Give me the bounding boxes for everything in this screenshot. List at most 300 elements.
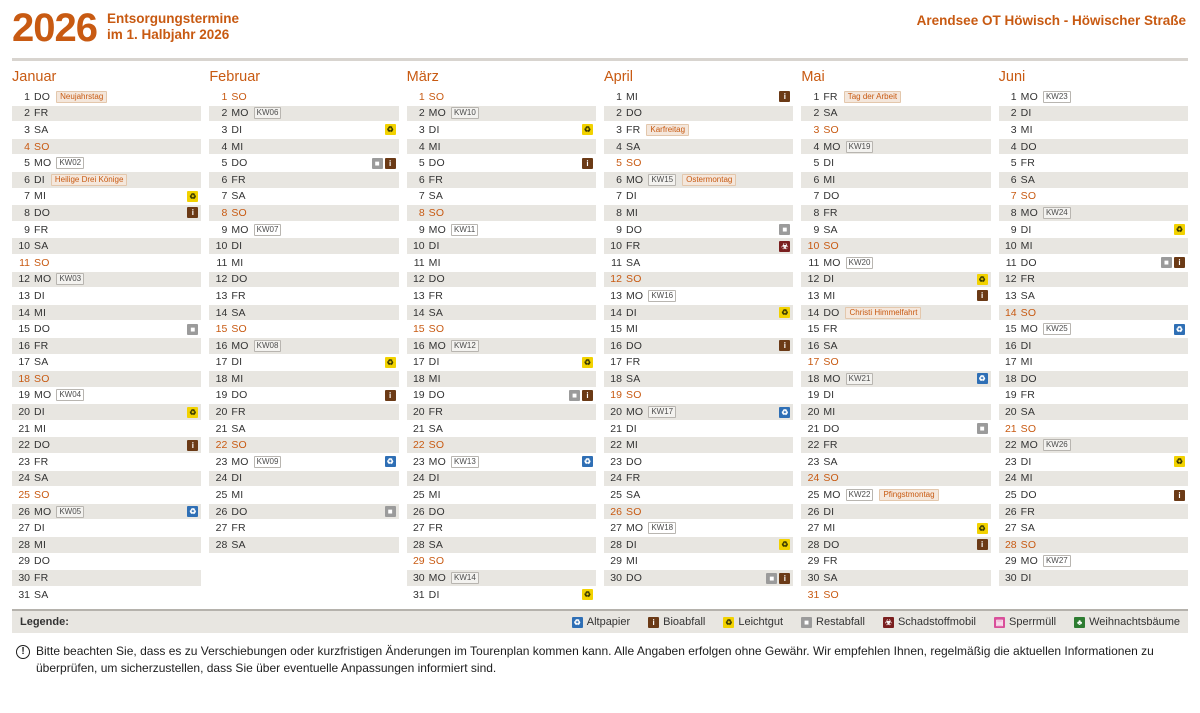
day-number: 7	[24, 190, 30, 203]
day-row	[407, 404, 596, 421]
collection-icons	[766, 573, 790, 584]
day-weekday: DO	[231, 389, 248, 402]
leichtgut-icon: ♻	[189, 407, 197, 417]
day-weekday: DI	[34, 173, 45, 186]
day-number: 17	[610, 356, 622, 369]
day-weekday: MI	[428, 372, 441, 385]
day-row	[999, 89, 1188, 106]
day-list	[801, 88, 990, 603]
day-row	[999, 487, 1188, 504]
day-row	[12, 355, 201, 372]
day-row	[407, 570, 596, 587]
day-number: 26	[807, 505, 820, 518]
day-number: 30	[412, 572, 425, 585]
day-row	[604, 172, 793, 189]
collection-icons	[977, 539, 988, 550]
day-weekday: SO	[625, 157, 642, 170]
day-weekday: DI	[1020, 455, 1032, 468]
day-number: 10	[412, 240, 425, 253]
day-weekday: SO	[625, 505, 642, 518]
day-weekday: DO	[34, 206, 51, 219]
holiday-badge: Pfingstmontag	[879, 489, 938, 501]
day-row	[209, 454, 398, 471]
day-number: 29	[1004, 555, 1017, 568]
legend-item-label: Leichtgut	[738, 616, 784, 629]
day-weekday: SA	[34, 472, 49, 485]
day-number: 13	[610, 289, 622, 302]
day-weekday: DI	[625, 422, 637, 435]
year-title: 2026	[12, 6, 97, 50]
day-weekday: DO	[231, 273, 248, 286]
day-number: 24	[412, 472, 425, 485]
legend-item-label: Altpapier	[586, 616, 631, 629]
day-number: 22	[412, 439, 425, 452]
day-number: 7	[418, 190, 425, 203]
day-row	[604, 487, 793, 504]
day-row	[999, 321, 1188, 338]
day-number: 12	[1004, 273, 1017, 286]
day-weekday: FR	[1020, 505, 1036, 518]
day-row	[801, 437, 990, 454]
day-number: 29	[610, 555, 622, 568]
day-weekday: MO	[823, 256, 841, 269]
day-row	[999, 155, 1188, 172]
day-weekday: SO	[34, 256, 50, 269]
day-number: 13	[18, 289, 30, 302]
day-number: 25	[412, 489, 425, 502]
day-number: 30	[807, 572, 820, 585]
day-list	[999, 88, 1188, 587]
info-icon: !	[16, 645, 30, 659]
day-number: 27	[215, 522, 228, 535]
restabfall-icon: ■	[779, 224, 790, 235]
sperrmuell-icon: ▤	[995, 617, 1004, 627]
day-number: 4	[616, 140, 622, 153]
day-row	[407, 321, 596, 338]
day-number: 22	[18, 439, 30, 452]
day-weekday: SA	[823, 107, 838, 120]
day-number: 9	[813, 223, 820, 236]
day-row	[604, 520, 793, 537]
day-row	[801, 404, 990, 421]
day-row	[407, 471, 596, 488]
day-weekday: SA	[231, 538, 246, 551]
day-weekday: SO	[1020, 306, 1037, 319]
day-weekday: FR	[34, 339, 49, 352]
day-row	[604, 288, 793, 305]
day-row	[999, 288, 1188, 305]
day-row	[12, 305, 201, 322]
day-number: 26	[412, 505, 425, 518]
day-number: 27	[18, 522, 30, 535]
day-number: 16	[215, 339, 228, 352]
bioabfall-icon: i	[582, 390, 593, 401]
day-weekday: MI	[625, 90, 639, 103]
day-row	[604, 305, 793, 322]
day-weekday: DI	[231, 123, 243, 136]
day-number: 10	[18, 240, 30, 253]
day-number: 8	[813, 206, 820, 219]
day-row	[407, 222, 596, 239]
day-row	[604, 537, 793, 554]
day-weekday: FR	[34, 572, 49, 585]
day-list	[209, 88, 398, 554]
holiday-badge: Karfreitag	[646, 124, 689, 136]
day-number: 6	[616, 173, 622, 186]
legend-item-label: Sperrmüll	[1009, 616, 1057, 629]
holiday-badge: Neujahrstag	[56, 91, 107, 103]
week-number-badge: KW23	[1043, 91, 1071, 103]
day-number: 28	[412, 538, 425, 551]
day-number: 2	[221, 107, 228, 120]
day-number: 19	[1004, 389, 1017, 402]
day-number: 26	[18, 505, 30, 518]
day-weekday: DO	[428, 389, 445, 402]
day-weekday: MO	[1020, 555, 1038, 568]
day-row	[604, 355, 793, 372]
day-number: 9	[418, 223, 425, 236]
month-column	[12, 69, 201, 603]
day-number: 18	[412, 372, 425, 385]
day-number: 18	[807, 372, 820, 385]
day-row	[604, 471, 793, 488]
collection-icons	[385, 390, 396, 401]
week-number-badge: KW22	[846, 489, 874, 501]
day-row	[604, 321, 793, 338]
day-number: 3	[1010, 123, 1017, 136]
day-row	[12, 189, 201, 206]
day-weekday: FR	[231, 289, 246, 302]
day-number: 28	[610, 538, 622, 551]
day-row	[407, 89, 596, 106]
day-row	[999, 172, 1188, 189]
day-weekday: MO	[823, 489, 841, 502]
day-weekday: DO	[231, 157, 248, 170]
day-number: 23	[807, 455, 820, 468]
day-number: 12	[215, 273, 228, 286]
day-row	[604, 106, 793, 123]
week-number-badge: KW26	[1043, 439, 1071, 451]
day-weekday: DO	[34, 439, 51, 452]
holiday-badge: Christi Himmelfahrt	[845, 307, 921, 319]
day-row	[407, 371, 596, 388]
day-number: 5	[418, 157, 425, 170]
day-row	[209, 371, 398, 388]
day-number: 25	[1004, 489, 1017, 502]
month-title: März	[406, 69, 439, 85]
day-row	[209, 272, 398, 289]
day-weekday: MI	[823, 173, 836, 186]
day-row	[604, 205, 793, 222]
day-row	[604, 404, 793, 421]
day-number: 2	[418, 107, 425, 120]
day-number: 1	[616, 90, 622, 103]
schadstoffmobil-icon: ☣	[781, 241, 789, 251]
collection-icons	[385, 124, 396, 135]
day-number: 14	[610, 306, 622, 319]
day-weekday: MO	[625, 406, 644, 419]
day-number: 1	[813, 90, 820, 103]
day-number: 24	[1004, 472, 1017, 485]
day-number: 12	[18, 273, 30, 286]
collection-icons	[187, 324, 198, 335]
day-number: 13	[807, 289, 820, 302]
day-row	[604, 155, 793, 172]
day-row	[12, 570, 201, 587]
day-number: 13	[1004, 289, 1017, 302]
day-number: 9	[1010, 223, 1017, 236]
day-weekday: MO	[231, 107, 249, 120]
day-number: 29	[807, 555, 820, 568]
day-weekday: MI	[34, 422, 47, 435]
day-weekday: SO	[823, 588, 839, 601]
leichtgut-icon: ♻	[978, 274, 986, 284]
legend-item	[572, 616, 630, 628]
day-weekday: SO	[823, 240, 839, 253]
day-weekday: SO	[428, 90, 445, 103]
day-number: 19	[18, 389, 30, 402]
day-number: 29	[412, 555, 425, 568]
months-grid	[8, 61, 1192, 603]
day-number: 24	[610, 472, 622, 485]
day-weekday: MI	[428, 256, 441, 269]
day-weekday: MO	[625, 289, 644, 302]
week-number-badge: KW13	[451, 456, 479, 468]
day-weekday: SO	[625, 273, 642, 286]
bioabfall-icon: i	[977, 539, 988, 550]
day-row	[604, 189, 793, 206]
day-weekday: DI	[1020, 223, 1032, 236]
legend-item	[1074, 616, 1180, 628]
collection-icons	[582, 357, 593, 368]
day-weekday: SA	[1020, 522, 1036, 535]
day-number: 16	[1004, 339, 1017, 352]
day-number: 23	[215, 455, 228, 468]
day-weekday: FR	[428, 522, 444, 535]
day-weekday: MO	[625, 522, 644, 535]
day-number: 30	[1004, 572, 1017, 585]
day-weekday: MI	[231, 256, 244, 269]
legend-item-label: Schadstoffmobil	[897, 616, 977, 629]
day-number: 28	[807, 538, 820, 551]
day-weekday: FR	[428, 406, 444, 419]
day-number: 30	[610, 572, 622, 585]
day-row	[407, 172, 596, 189]
restabfall-icon: ■	[977, 423, 988, 434]
day-row	[801, 504, 990, 521]
day-weekday: SO	[428, 323, 445, 336]
day-weekday: SO	[823, 123, 839, 136]
day-row	[407, 155, 596, 172]
day-row	[12, 255, 201, 272]
bioabfall-icon: i	[648, 617, 659, 628]
month-column	[604, 69, 793, 603]
day-number: 15	[807, 323, 820, 336]
restabfall-icon: ■	[801, 617, 812, 628]
collection-icons	[187, 191, 198, 202]
day-number: 4	[1010, 140, 1017, 153]
day-row	[209, 89, 398, 106]
day-number: 20	[412, 406, 425, 419]
week-number-badge: KW02	[56, 157, 84, 169]
bioabfall-icon: i	[977, 290, 988, 301]
header-subtitle	[107, 8, 239, 43]
collection-icons	[1174, 324, 1185, 335]
day-row	[999, 554, 1188, 571]
day-row	[12, 89, 201, 106]
day-row	[999, 238, 1188, 255]
day-row	[999, 437, 1188, 454]
day-number: 1	[221, 90, 228, 103]
day-row	[407, 587, 596, 604]
week-number-badge: KW18	[648, 522, 676, 534]
day-list	[407, 88, 596, 603]
day-weekday: MO	[1020, 439, 1038, 452]
day-row	[999, 421, 1188, 438]
collection-icons	[977, 373, 988, 384]
day-row	[801, 272, 990, 289]
day-weekday: DI	[428, 356, 440, 369]
day-number: 7	[1010, 190, 1017, 203]
day-weekday: SA	[823, 339, 838, 352]
day-row	[209, 155, 398, 172]
day-row	[12, 238, 201, 255]
day-row	[801, 106, 990, 123]
day-number: 22	[1004, 439, 1017, 452]
day-row	[407, 272, 596, 289]
day-number: 22	[807, 439, 820, 452]
day-number: 3	[24, 123, 30, 136]
day-number: 7	[813, 190, 820, 203]
day-weekday: FR	[428, 289, 444, 302]
day-weekday: MI	[1020, 240, 1033, 253]
day-weekday: SA	[34, 356, 49, 369]
day-row	[999, 404, 1188, 421]
day-weekday: SO	[34, 372, 50, 385]
day-row	[604, 139, 793, 156]
day-number: 9	[221, 223, 228, 236]
day-weekday: DI	[231, 240, 243, 253]
day-row	[12, 504, 201, 521]
collection-icons	[1174, 490, 1185, 501]
day-number: 16	[412, 339, 425, 352]
day-weekday: FR	[625, 123, 641, 136]
day-row	[12, 437, 201, 454]
day-weekday: DI	[34, 522, 45, 535]
day-weekday: FR	[823, 323, 838, 336]
week-number-badge: KW17	[648, 406, 676, 418]
day-row	[999, 255, 1188, 272]
legend-item	[723, 616, 783, 628]
day-number: 25	[215, 489, 228, 502]
leichtgut-icon: ♻	[583, 590, 592, 600]
day-weekday: DI	[428, 588, 440, 601]
day-weekday: SA	[625, 489, 641, 502]
restabfall-icon: ■	[569, 390, 580, 401]
day-number: 12	[807, 273, 820, 286]
day-row	[407, 421, 596, 438]
leichtgut-icon: ♻	[583, 125, 592, 135]
week-number-badge: KW20	[846, 257, 874, 269]
collection-icons	[385, 506, 396, 517]
day-weekday: MI	[428, 489, 441, 502]
day-row	[604, 421, 793, 438]
day-number: 14	[412, 306, 425, 319]
day-number: 10	[807, 240, 820, 253]
day-number: 15	[1004, 323, 1017, 336]
day-weekday: SA	[231, 190, 246, 203]
bioabfall-icon: i	[1174, 257, 1185, 268]
day-weekday: DO	[625, 107, 643, 120]
day-number: 6	[221, 173, 228, 186]
day-row	[801, 338, 990, 355]
week-number-badge: KW09	[254, 456, 282, 468]
day-row	[12, 139, 201, 156]
day-row	[999, 504, 1188, 521]
day-row	[801, 570, 990, 587]
day-row	[604, 504, 793, 521]
day-row	[12, 537, 201, 554]
day-number: 23	[1004, 455, 1017, 468]
day-row	[209, 437, 398, 454]
day-number: 6	[418, 173, 425, 186]
day-row	[407, 238, 596, 255]
day-number: 4	[418, 140, 425, 153]
day-row	[999, 537, 1188, 554]
day-weekday: SA	[1020, 406, 1036, 419]
day-row	[407, 106, 596, 123]
collection-icons	[977, 523, 988, 534]
day-weekday: SO	[428, 555, 445, 568]
day-number: 8	[221, 206, 228, 219]
day-row	[999, 205, 1188, 222]
day-weekday: DO	[625, 455, 643, 468]
month-title: Januar	[12, 69, 57, 85]
day-row	[407, 355, 596, 372]
day-weekday: MO	[34, 273, 52, 286]
day-row	[999, 520, 1188, 537]
day-row	[801, 487, 990, 504]
bioabfall-icon: i	[779, 340, 790, 351]
week-number-badge: KW04	[56, 389, 84, 401]
day-number: 25	[610, 489, 622, 502]
day-number: 21	[807, 422, 820, 435]
day-weekday: MI	[231, 489, 244, 502]
day-row	[407, 554, 596, 571]
day-number: 12	[610, 273, 622, 286]
header-subtitle-line2: im 1. Halbjahr 2026	[106, 27, 230, 42]
day-weekday: FR	[1020, 389, 1036, 402]
day-row	[999, 305, 1188, 322]
day-number: 9	[616, 223, 622, 236]
day-weekday: FR	[823, 555, 838, 568]
day-weekday: MO	[625, 173, 644, 186]
day-weekday: DI	[823, 505, 835, 518]
day-number: 16	[807, 339, 820, 352]
week-number-badge: KW16	[648, 290, 676, 302]
day-weekday: MO	[34, 157, 52, 170]
day-weekday: MI	[231, 140, 244, 153]
day-number: 8	[418, 206, 425, 219]
day-number: 5	[221, 157, 228, 170]
day-number: 5	[1010, 157, 1017, 170]
month-title: Mai	[801, 69, 825, 85]
day-row	[801, 238, 990, 255]
day-weekday: MO	[428, 572, 446, 585]
day-weekday: DI	[625, 306, 637, 319]
day-number: 1	[418, 90, 425, 103]
day-weekday: SA	[1020, 289, 1036, 302]
